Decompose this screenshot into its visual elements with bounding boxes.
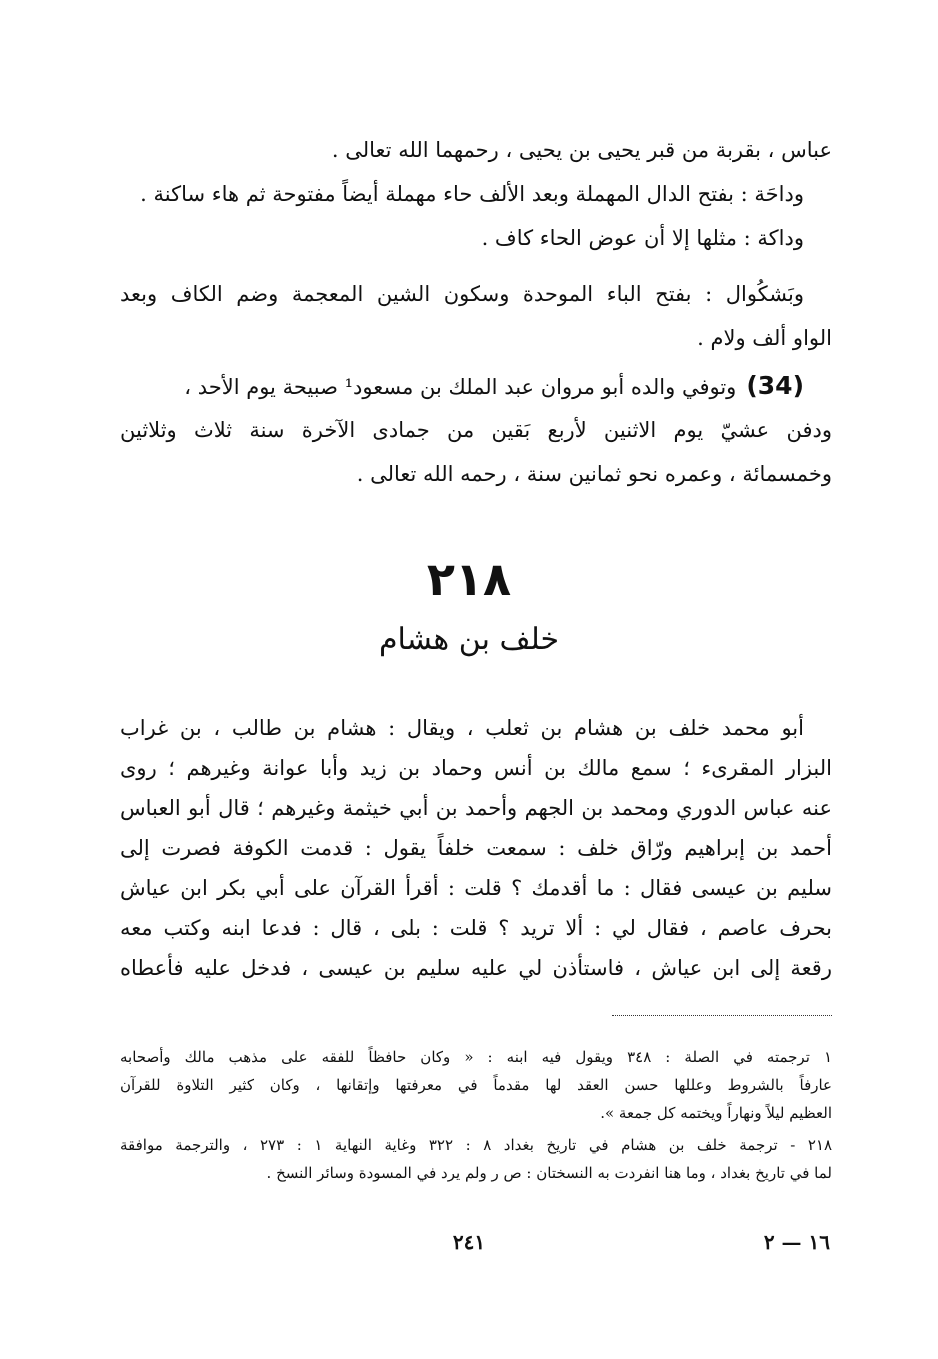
page-number: ٢٤١ — [452, 1230, 486, 1254]
text-line: وبَشكُوال : بفتح الباء الموحدة وسكون الشين المعجمة وضم الكاف وبعد — [120, 282, 804, 306]
entry-body — [120, 708, 832, 988]
spacer — [120, 260, 832, 272]
text-line: البزار المقرىء ؛ سمع مالك بن أنس وحماد بن زيد وأبا عوانة وغيرهم ؛ روى — [120, 756, 832, 780]
text-line: عباس ، بقربة من قبر يحيى بن يحيى ، رحمهما الله تعالى . — [331, 138, 832, 162]
text-line: ودفن عشيّ يوم الاثنين لأربع بَقين من جمادى الآخرة سنة ثلاث وثلاثين — [120, 418, 832, 442]
text-line: وخمسمائة ، وعمره نحو ثمانين سنة ، رحمه الله تعالى . — [356, 462, 832, 486]
entry-title: خلف بن هشام — [378, 622, 560, 657]
paragraph-number-badge: (34) — [746, 371, 804, 400]
text-line: الواو ألف ولام . — [697, 326, 832, 350]
footnote-line: ٢١٨ - ترجمة خلف بن هشام في تاريخ بغداد ٨ : ٣٢٢ وغاية النهاية ١ : ٢٧٣ ، والترجمة موافقة — [120, 1136, 832, 1154]
text-line: وتوفي والده أبو مروان عبد الملك بن مسعود¹ صبيحة يوم الأحد ، — [184, 375, 737, 399]
text-line: رقعة إلى ابن عياش ، فاستأذن لي عليه سليم بن عيسى ، فدخل عليه فأعطاه — [120, 956, 832, 980]
printer-signature: ١٦ — ٢ — [763, 1230, 830, 1254]
continuation-text — [120, 128, 832, 496]
death-paragraph-first-line — [120, 364, 832, 408]
text-line: أبو محمد خلف بن هشام بن ثعلب ، ويقال : هشام بن طالب ، بن غراب — [120, 716, 804, 740]
text-line: عنه عباس الدوري ومحمد بن الجهم وأحمد بن أبي خيثمة وغيرهم ؛ قال أبو العباس — [120, 796, 832, 820]
text-line: وداحَة : بفتح الدال المهملة وبعد الألف حاء مهملة أيضاً مفتوحة ثم هاء ساكنة . — [140, 182, 804, 206]
footnote-line: ١ ترجمته في الصلة : ٣٤٨ ويقول فيه ابنه : « وكان حافظاً للفقه على مذهب مالك وأصحابه — [120, 1048, 832, 1066]
text-line: وداكة : مثلها إلا أن عوض الحاء كاف . — [481, 226, 804, 250]
text-line: بحرف عاصم ، فقال لي : ألا تريد ؟ قلت : بلى ، قال : فدعا ابنه وكتب معه — [120, 916, 832, 940]
footnotes — [120, 1043, 832, 1187]
footnote-line: لما في تاريخ بغداد ، وما هنا انفردت به النسختان : ص ر ولم يرد في المسودة وسائر النسخ . — [266, 1164, 832, 1182]
footnote-line: العظيم ليلاً ونهاراً ويختمه كل جمعة ». — [600, 1104, 832, 1122]
footnote-separator — [612, 1015, 832, 1016]
text-line: سليم بن عيسى فقال : ما أقدمك ؟ قلت : أقرأ القرآن على أبي بكر ابن عياش — [120, 876, 832, 900]
footnote-line: عارفاً بالشروط وعللها حسن العقد لها مقدماً في معرفتها وإتقانها ، وكان كثير التلاوة للقرآن — [120, 1076, 832, 1094]
text-line: أحمد بن إبراهيم ورّاق خلف : سمعت خلفاً يقول : قدمت الكوفة فصرت إلى — [120, 836, 832, 860]
entry-number: ٢١٨ — [426, 552, 512, 606]
